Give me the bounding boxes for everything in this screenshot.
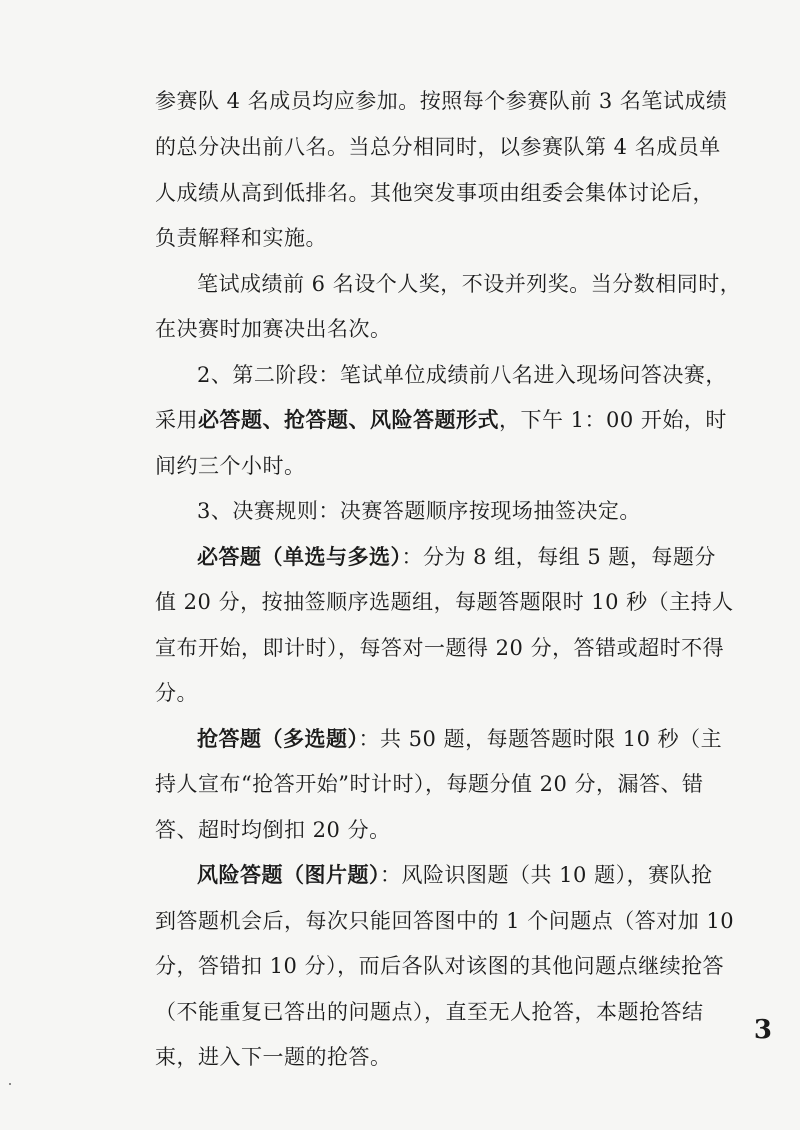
paragraph-line (197, 724, 722, 754)
line-text: ，下午 1：00 开始，时 (499, 408, 727, 432)
paragraph-line (155, 405, 727, 435)
paragraph-line: 3、决赛规则：决赛答题顺序按现场抽签决定。 (197, 499, 641, 523)
paragraph-line: 负责解释和实施。 (155, 226, 327, 250)
paragraph-line: 笔试成绩前 6 名设个人奖，不设并列奖。当分数相同时， (197, 272, 742, 296)
paragraph-line: 答、超时均倒扣 20 分。 (155, 818, 391, 842)
line-text: ：共 50 题，每题答题时限 10 秒（主 (358, 727, 723, 751)
bold-text: 必答题（单选与多选） (197, 544, 402, 569)
paragraph-line (197, 542, 716, 572)
paragraph-line (197, 860, 713, 890)
paragraph-line: （不能重复已答出的问题点），直至无人抢答，本题抢答结 (155, 1000, 704, 1024)
line-text: ：风险识图题（共 10 题），赛队抢 (380, 863, 713, 887)
bold-text: 风险答题（图片题） (197, 862, 380, 887)
paragraph-line: 到答题机会后，每次只能回答图中的 1 个问题点（答对加 10 (155, 909, 735, 933)
paragraph-line: 束，进入下一题的抢答。 (155, 1045, 392, 1069)
paragraph-line: 分。 (155, 681, 198, 705)
paragraph-line: 在决赛时加赛决出名次。 (155, 317, 392, 341)
paragraph-line: 持人宣布“抢答开始”时计时），每题分值 20 分，漏答、错 (155, 772, 704, 796)
bold-text: 抢答题（多选题） (197, 726, 359, 751)
line-text: ：分为 8 组，每组 5 题，每题分 (401, 545, 716, 569)
paragraph-line: 人成绩从高到低排名。其他突发事项由组委会集体讨论后， (155, 181, 714, 205)
paragraph-line: 间约三个小时。 (155, 454, 306, 478)
paragraph-line: 值 20 分，按抽签顺序选题组，每题答题限时 10 秒（主持人 (155, 590, 734, 614)
line-text: 采用 (155, 408, 198, 432)
paragraph-line: 2、第二阶段：笔试单位成绩前八名进入现场问答决赛， (197, 363, 727, 387)
scan-speck (9, 1083, 11, 1085)
bold-text: 必答题、抢答题、风险答题形式 (198, 407, 499, 432)
paragraph-line: 参赛队 4 名成员均应参加。按照每个参赛队前 3 名笔试成绩 (155, 89, 728, 113)
page-number: 3 (753, 1015, 772, 1045)
paragraph-line: 分，答错扣 10 分），而后各队对该图的其他问题点继续抢答 (155, 954, 725, 978)
paragraph-line: 宣布开始，即计时），每答对一题得 20 分，答错或超时不得 (155, 636, 725, 660)
paragraph-line: 的总分决出前八名。当总分相同时，以参赛队第 4 名成员单 (155, 135, 721, 159)
